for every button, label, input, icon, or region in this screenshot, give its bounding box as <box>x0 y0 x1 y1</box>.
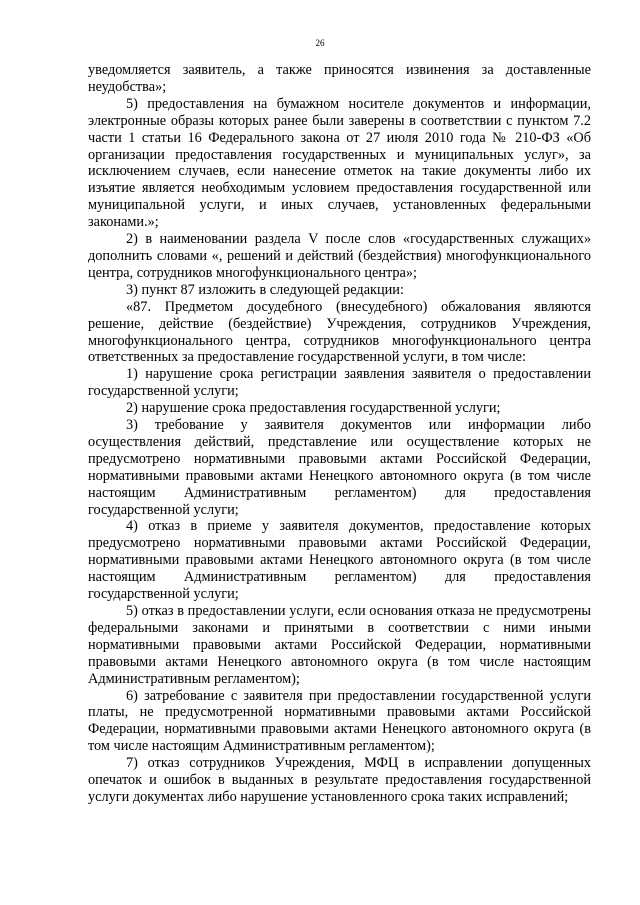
paragraph-item-5-paper-documents: 5) предоставления на бумажном носителе документов и информации, электронные образы которых ранее были заверены в соответствии с пунктом 7.2 части 1 статьи 16 Федерального закона от 27 июля 2010 года № 210-ФЗ «Об организации предоставления государственных и муниципальных услуг», за исключением случаев, если нанесение отметок на такие документы либо их изъятие является необходимым условием предоставления государственной или муниципальной услуги, и иных случаев, установленных федеральными законами.»; <box>88 95 591 231</box>
list-item-2: 2) нарушение срока предоставления государственной услуги; <box>126 400 501 417</box>
paragraph-point-87-intro: «87. Предметом досудебного (внесудебного) обжалования являются решение, действие (бездействие) Учреждения, сотрудников Учреждения, многофункционального центра, сотрудников многофункционального центра ответственных за предоставление государственной услуги, в том числе: <box>88 298 591 366</box>
list-item-5: 5) отказ в предоставлении услуги, если основания отказа не предусмотрены федеральными законами и принятыми в соответствии с ними иными нормативными правовыми актами Российской Федерации, нормативными правовыми актами Ненецкого автономного округа (в том числе настоящим Административным регламентом); <box>88 603 591 687</box>
paragraph-amend-section-v-title: 2) в наименовании раздела V после слов «государственных служащих» дополнить словами «, решений и действий (бездействия) многофункционального центра, сотрудников многофункционального центра»; <box>88 231 591 281</box>
list-item-7: 7) отказ сотрудников Учреждения, МФЦ в исправлении допущенных опечаток и ошибок в выданных в результате предоставления государственной услуги документах либо нарушение установленного срока таких исправлений; <box>88 755 591 805</box>
list-item-4: 4) отказ в приеме у заявителя документов, предоставление которых предусмотрено нормативными правовыми актами Российской Федерации, нормативными правовыми актами Ненецкого автономного округа (в том числе настоящим Административным регламентом) для предоставления государственной услуги; <box>88 518 591 603</box>
page-number: 26 <box>315 38 325 48</box>
list-item-6: 6) затребование с заявителя при предоставлении государственной услуги платы, не предусмотренной нормативными правовыми актами Российской Федерации, нормативными правовыми актами Ненецкого автономного округа (в том числе настоящим Административным регламентом); <box>88 687 591 755</box>
list-item-1: 1) нарушение срока регистрации заявления заявителя о предоставлении государственной услуги; <box>88 366 591 400</box>
document-body <box>88 62 591 806</box>
list-item-3: 3) требование у заявителя документов или информации либо осуществления действий, представление или осуществление которых не предусмотрено нормативными правовыми актами Российской Федерации, нормативными правовыми актами Ненецкого автономного округа (в том числе настоящим Административным регламентом) для предоставления государственной услуги; <box>88 417 591 518</box>
paragraph-amend-point-87: 3) пункт 87 изложить в следующей редакции: <box>126 281 404 298</box>
paragraph-continuation: уведомляется заявитель, а также приносятся извинения за доставленные неудобства»; <box>88 62 591 95</box>
